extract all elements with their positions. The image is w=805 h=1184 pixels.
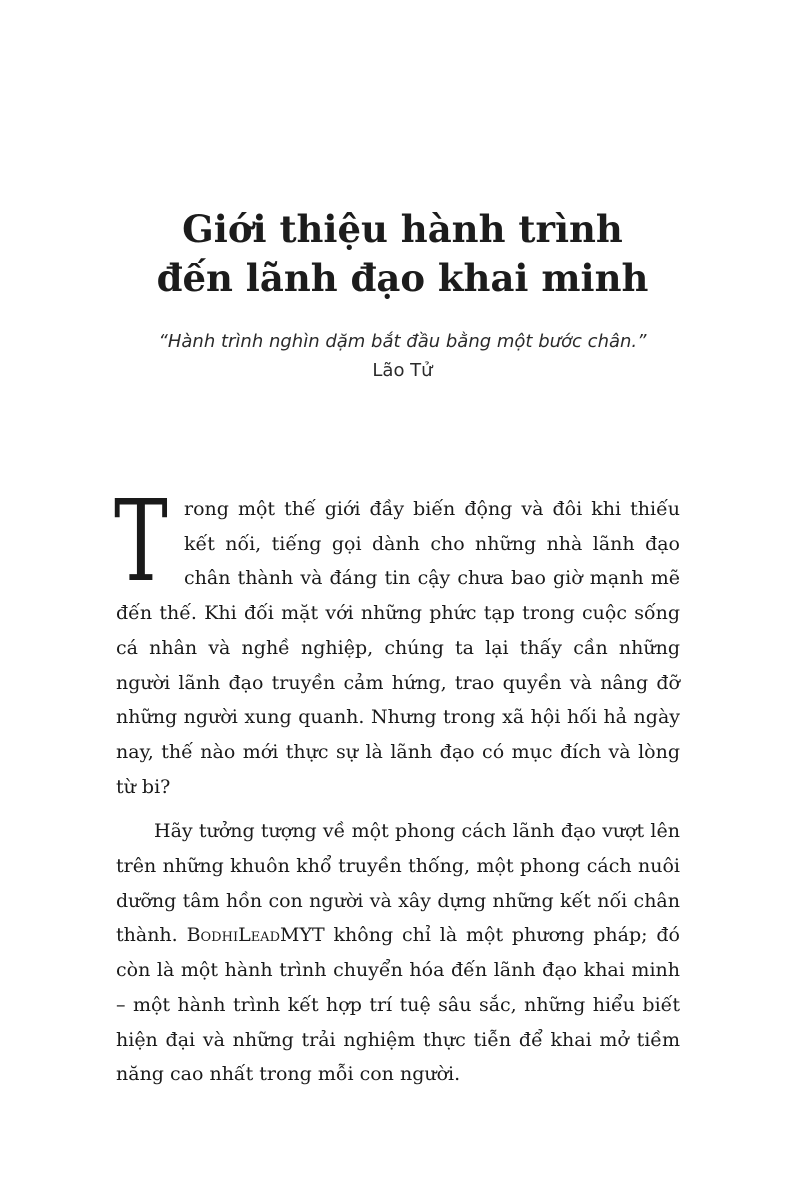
chapter-title-line-1: Giới thiệu hành trình bbox=[182, 207, 623, 251]
drop-cap: T bbox=[114, 477, 168, 607]
chapter-title-line-2: đến lãnh đạo khai minh bbox=[156, 256, 649, 300]
brand-name: BodhiLeadMYT bbox=[186, 924, 325, 947]
chapter-title bbox=[0, 205, 805, 303]
epigraph bbox=[0, 327, 805, 385]
paragraph-1 bbox=[114, 477, 680, 804]
paragraph-1-text: rong một thế giới đầy biến động và đôi khi thiếu kết nối, tiếng gọi dành cho những nhà lãnh đạo chân thành và đáng tin cậy chưa bao giờ mạnh mẽ đến thế. Khi đối mặt với những phức tạp trong cuộc sống cá nhân và nghề nghiệp, chúng ta lại thấy cần những người lãnh đạo truyền cảm hứng, trao quyền và nâng đỡ những người xung quanh. Nhưng trong xã hội hối hả ngày nay, thế nào mới thực sự là lãnh đạo có mục đích và lòng từ bi? bbox=[116, 498, 680, 798]
epigraph-author: Lão Tử bbox=[372, 360, 433, 381]
epigraph-quote: “Hành trình nghìn dặm bắt đầu bằng một bước chân.” bbox=[158, 331, 647, 352]
paragraph-2-text-after: không chỉ là một phương pháp; đó còn là một hành trình chuyển hóa đến lãnh đạo khai minh – một hành trình kết hợp trí tuệ sâu sắc, những hiểu biết hiện đại và những trải nghiệm thực tiễn để khai mở tiềm năng cao nhất trong mỗi con người. bbox=[116, 924, 680, 1086]
body-text bbox=[114, 477, 680, 1092]
paragraph-2 bbox=[116, 814, 680, 1092]
paragraph-2-text-before: Hãy tưởng tượng về một phong cách lãnh đạo vượt lên trên những khuôn khổ truyền thống, một phong cách nuôi dưỡng tâm hồn con người và xây dựng những kết nối chân thành. bbox=[116, 820, 680, 947]
